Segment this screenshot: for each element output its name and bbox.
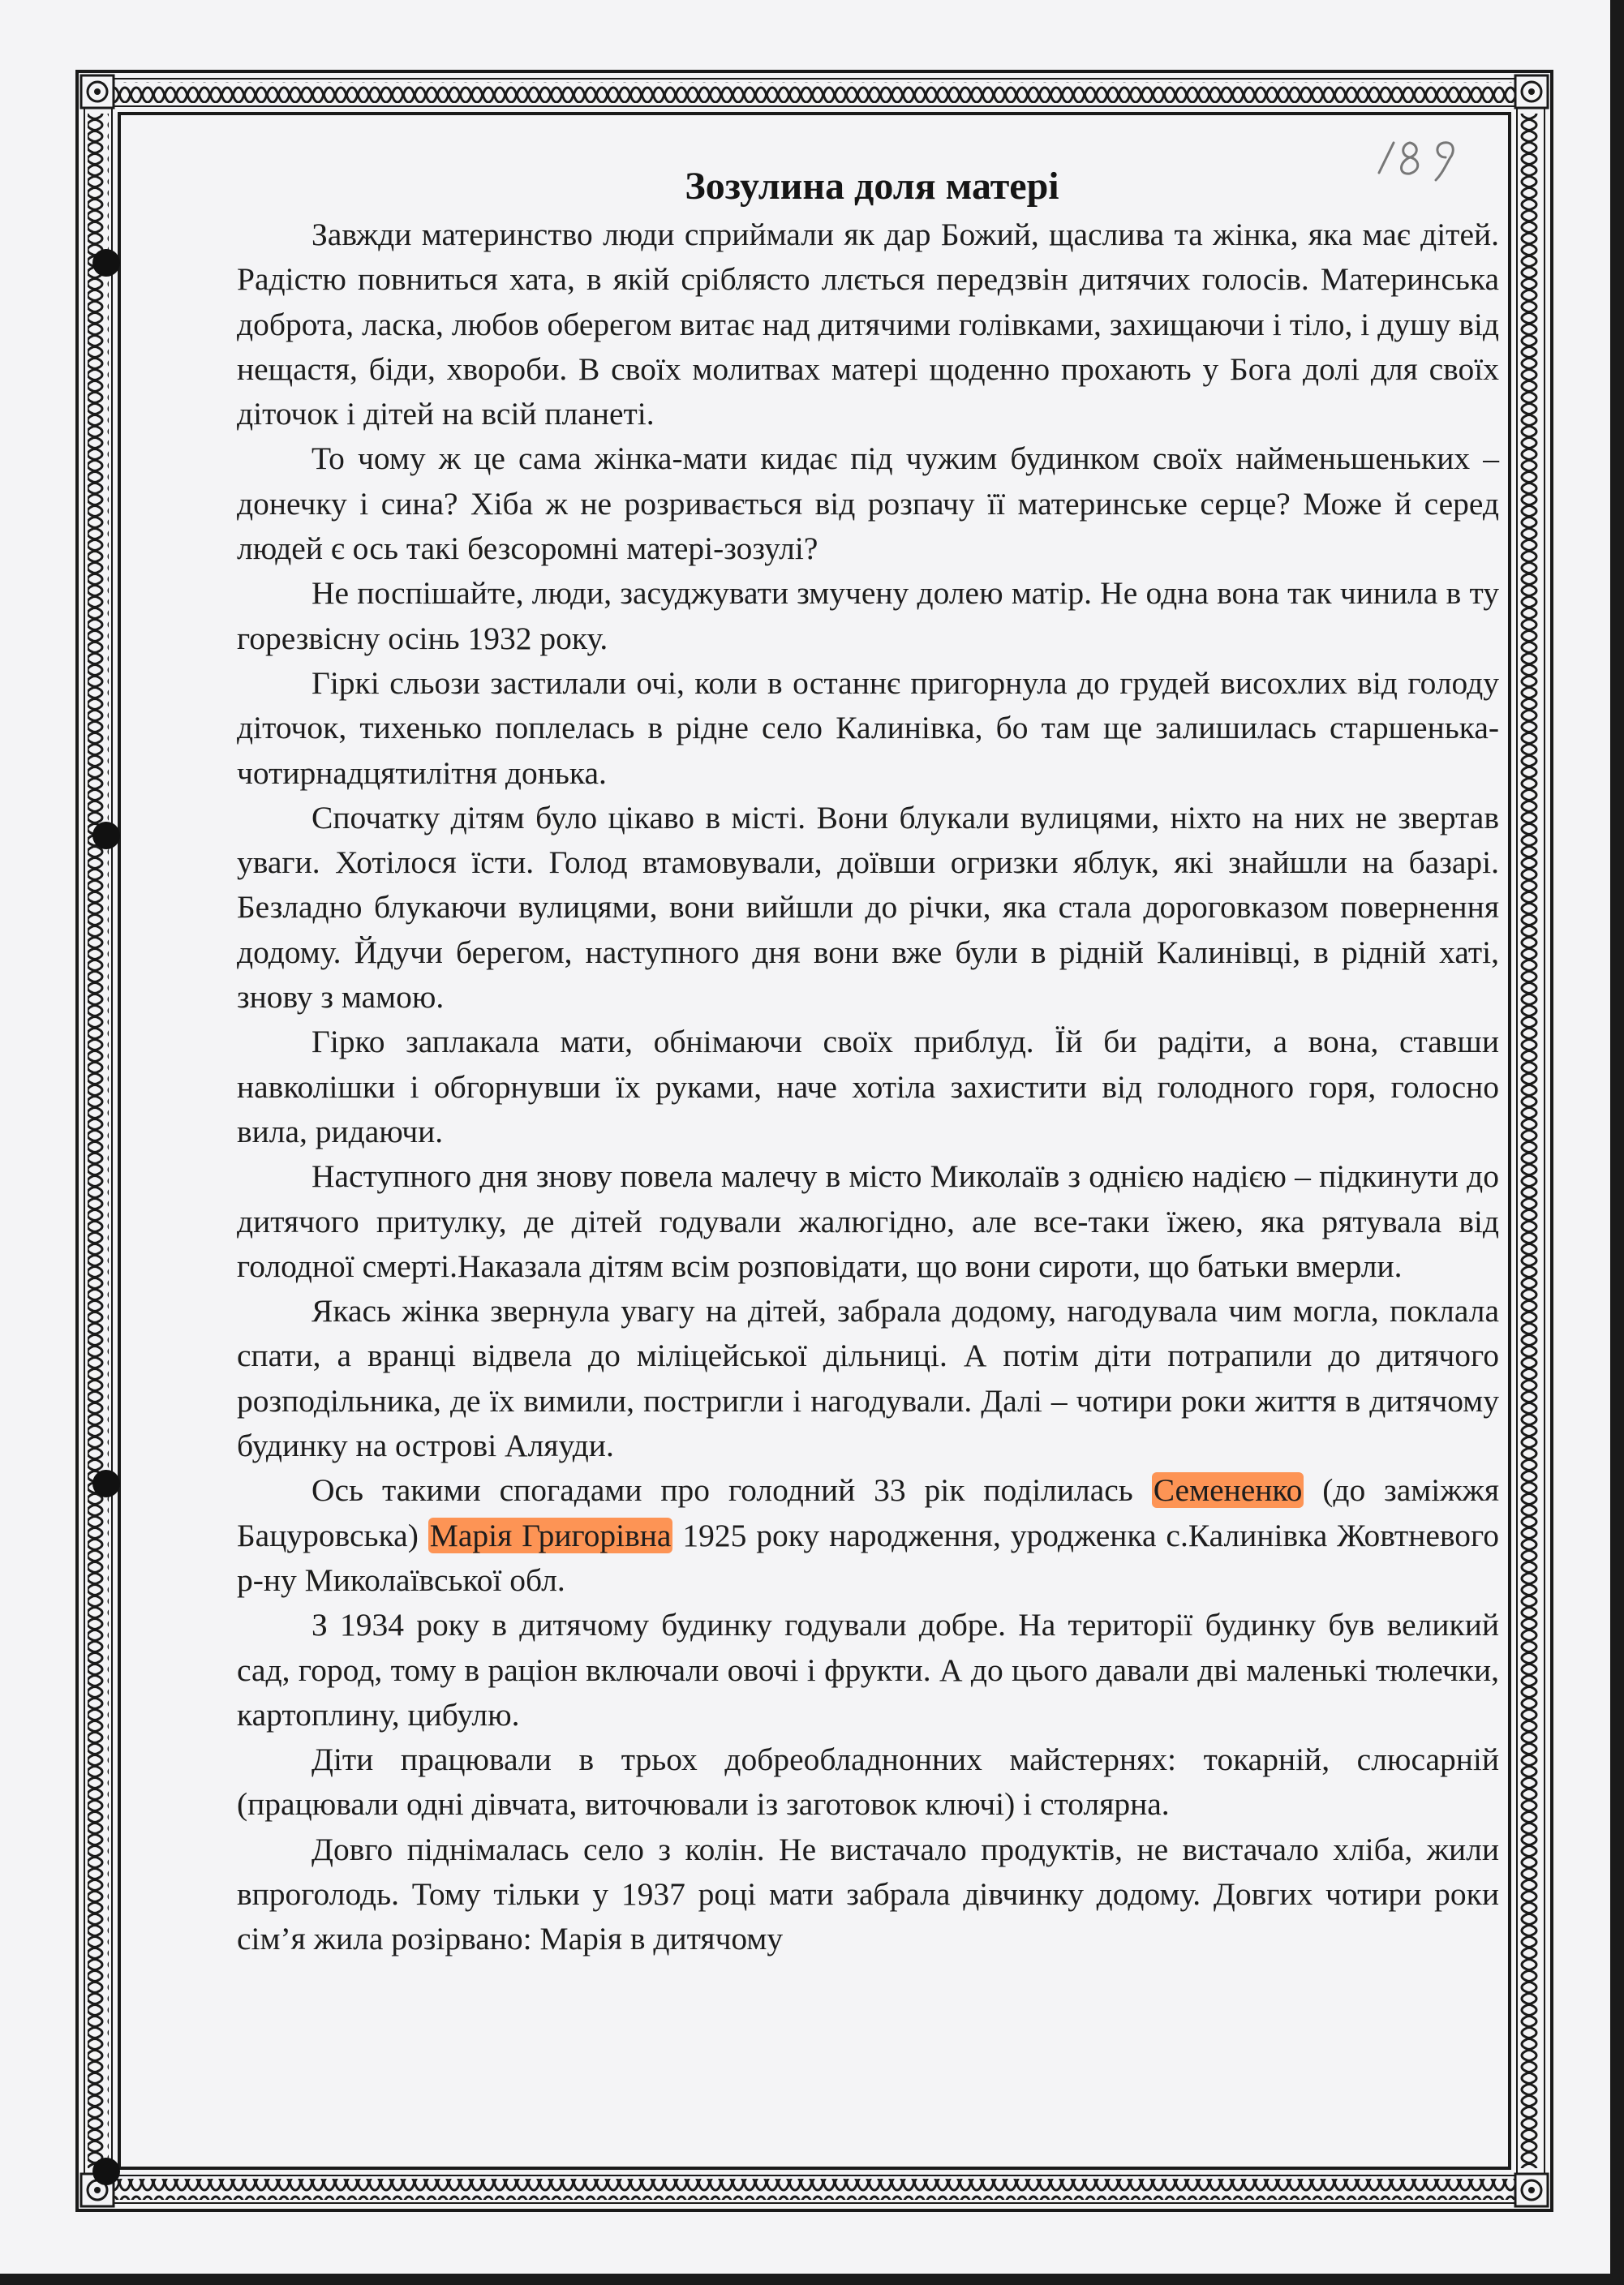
punch-hole	[92, 249, 120, 277]
paragraph: Діти працювали в трьох добреобладнонних майстернях: токарній, слюсарній (працювали одні дівчата, виточювали із заготовок ключі) і столярна.	[237, 1742, 1499, 1823]
punch-hole	[92, 1470, 120, 1497]
paragraph: Якась жінка звернула увагу на дітей, забрала додому, нагодувала чим могла, поклала спати, а вранці відвела до міліцейської дільниці. А потім діти потрапили до дитячого розподільника, де їх вимили, постригли і нагодували. Далі – чотири роки життя в дитячому будинку на острові Аляуди.	[237, 1293, 1499, 1464]
paragraph: Гірко заплакала мати, обнімаючи своїх приблуд. Їй би радіти, а вона, ставши навколішки і обгорнувши їх руками, наче хотіла захистити від голодного горя, голосно вила, ридаючи.	[237, 1024, 1499, 1149]
punch-hole	[92, 822, 120, 849]
text-segment: 1925 року народження, уродженка с.Калинівка Жовтневого р-ну Миколаївської обл.	[237, 1517, 1499, 1598]
paragraph: Довго піднімалась село з колін. Не вистачало продуктів, не вистачало хліба, жили впроголодь. Тому тільки у 1937 році мати забрала дівчинку додому. Довгих чотири роки сім’я жила розірвано: Марія в дитячому	[237, 1831, 1499, 1957]
document-title: Зозулина доля матері	[685, 165, 1059, 208]
document-body	[237, 213, 1499, 1962]
paragraph: Наступного дня знову повела малечу в місто Миколаїв з однією надією – підкинути до дитячого притулку, де дітей годували жалюгідно, але все-таки їжею, яка рятувала від голодної смерті.Наказала дітям всім розповідати, що вони сироти, що батьки вмерли.	[237, 1158, 1499, 1284]
punch-hole	[92, 2158, 120, 2185]
paragraph: Спочатку дітям було цікаво в місті. Вони блукали вулицями, ніхто на них не звертав уваги. Хотілося їсти. Голод втамовували, доївши огризки яблук, які знайшли на базарі. Безладно блукаючи вулицями, вони вийшли до річки, яка стала дороговказом повернення додому. Йдучи берегом, наступного дня вони вже були в рідній Калинівці, в рідній хаті, знову з мамою.	[237, 799, 1499, 1016]
highlighted-surname: Семененко	[1153, 1472, 1303, 1509]
paragraph-with-highlights	[237, 1468, 1499, 1603]
text-segment: Ось такими спогадами про голодний 33 рік поділилась	[311, 1472, 1152, 1509]
text-segment: (до заміжжя Бацуровська)	[237, 1472, 1500, 1553]
highlighted-full-name: Марія Григорівна	[429, 1517, 672, 1553]
paragraph: Не поспішайте, люди, засуджувати змучену долею матір. Не одна вона так чинила в ту горезвісну осінь 1932 року.	[237, 575, 1499, 656]
paragraph: То чому ж це сама жінка-мати кидає під чужим будинком своїх найменьшеньких – донечку і сина? Хіба ж не розривається від розпачу її материнське серце? Може й серед людей є ось такі безсоромні матері-зозулі?	[237, 440, 1499, 567]
paragraph: Гіркі сльози застилали очі, коли в останнє пригорнула до грудей висохлих від голоду діточок, тихенько поплелась в рідне село Калинівка, бо там ще залишилась старшенька-чотирнадцятилітня донька.	[237, 664, 1499, 791]
paragraph: Завжди материнство люди сприймали як дар Божий, щаслива та жінка, яка має дітей. Радістю повниться хата, в якій сріблясто ллється передзвін дитячих голосів. Материнська доброта, ласка, любов оберегом витає над дитячими голівками, захищаючи і тіло, і душу від нещастя, біди, хвороби. В своїх молитвах матері щоденно прохають у Бога долі для своїх діточок і дітей на всій планеті.	[237, 217, 1499, 432]
paragraph: З 1934 року в дитячому будинку годували добре. На території будинку був великий сад, город, тому в раціон включали овочі і фрукти. А до цього давали дві маленькі тюлечки, картоплину, цибулю.	[237, 1607, 1499, 1733]
